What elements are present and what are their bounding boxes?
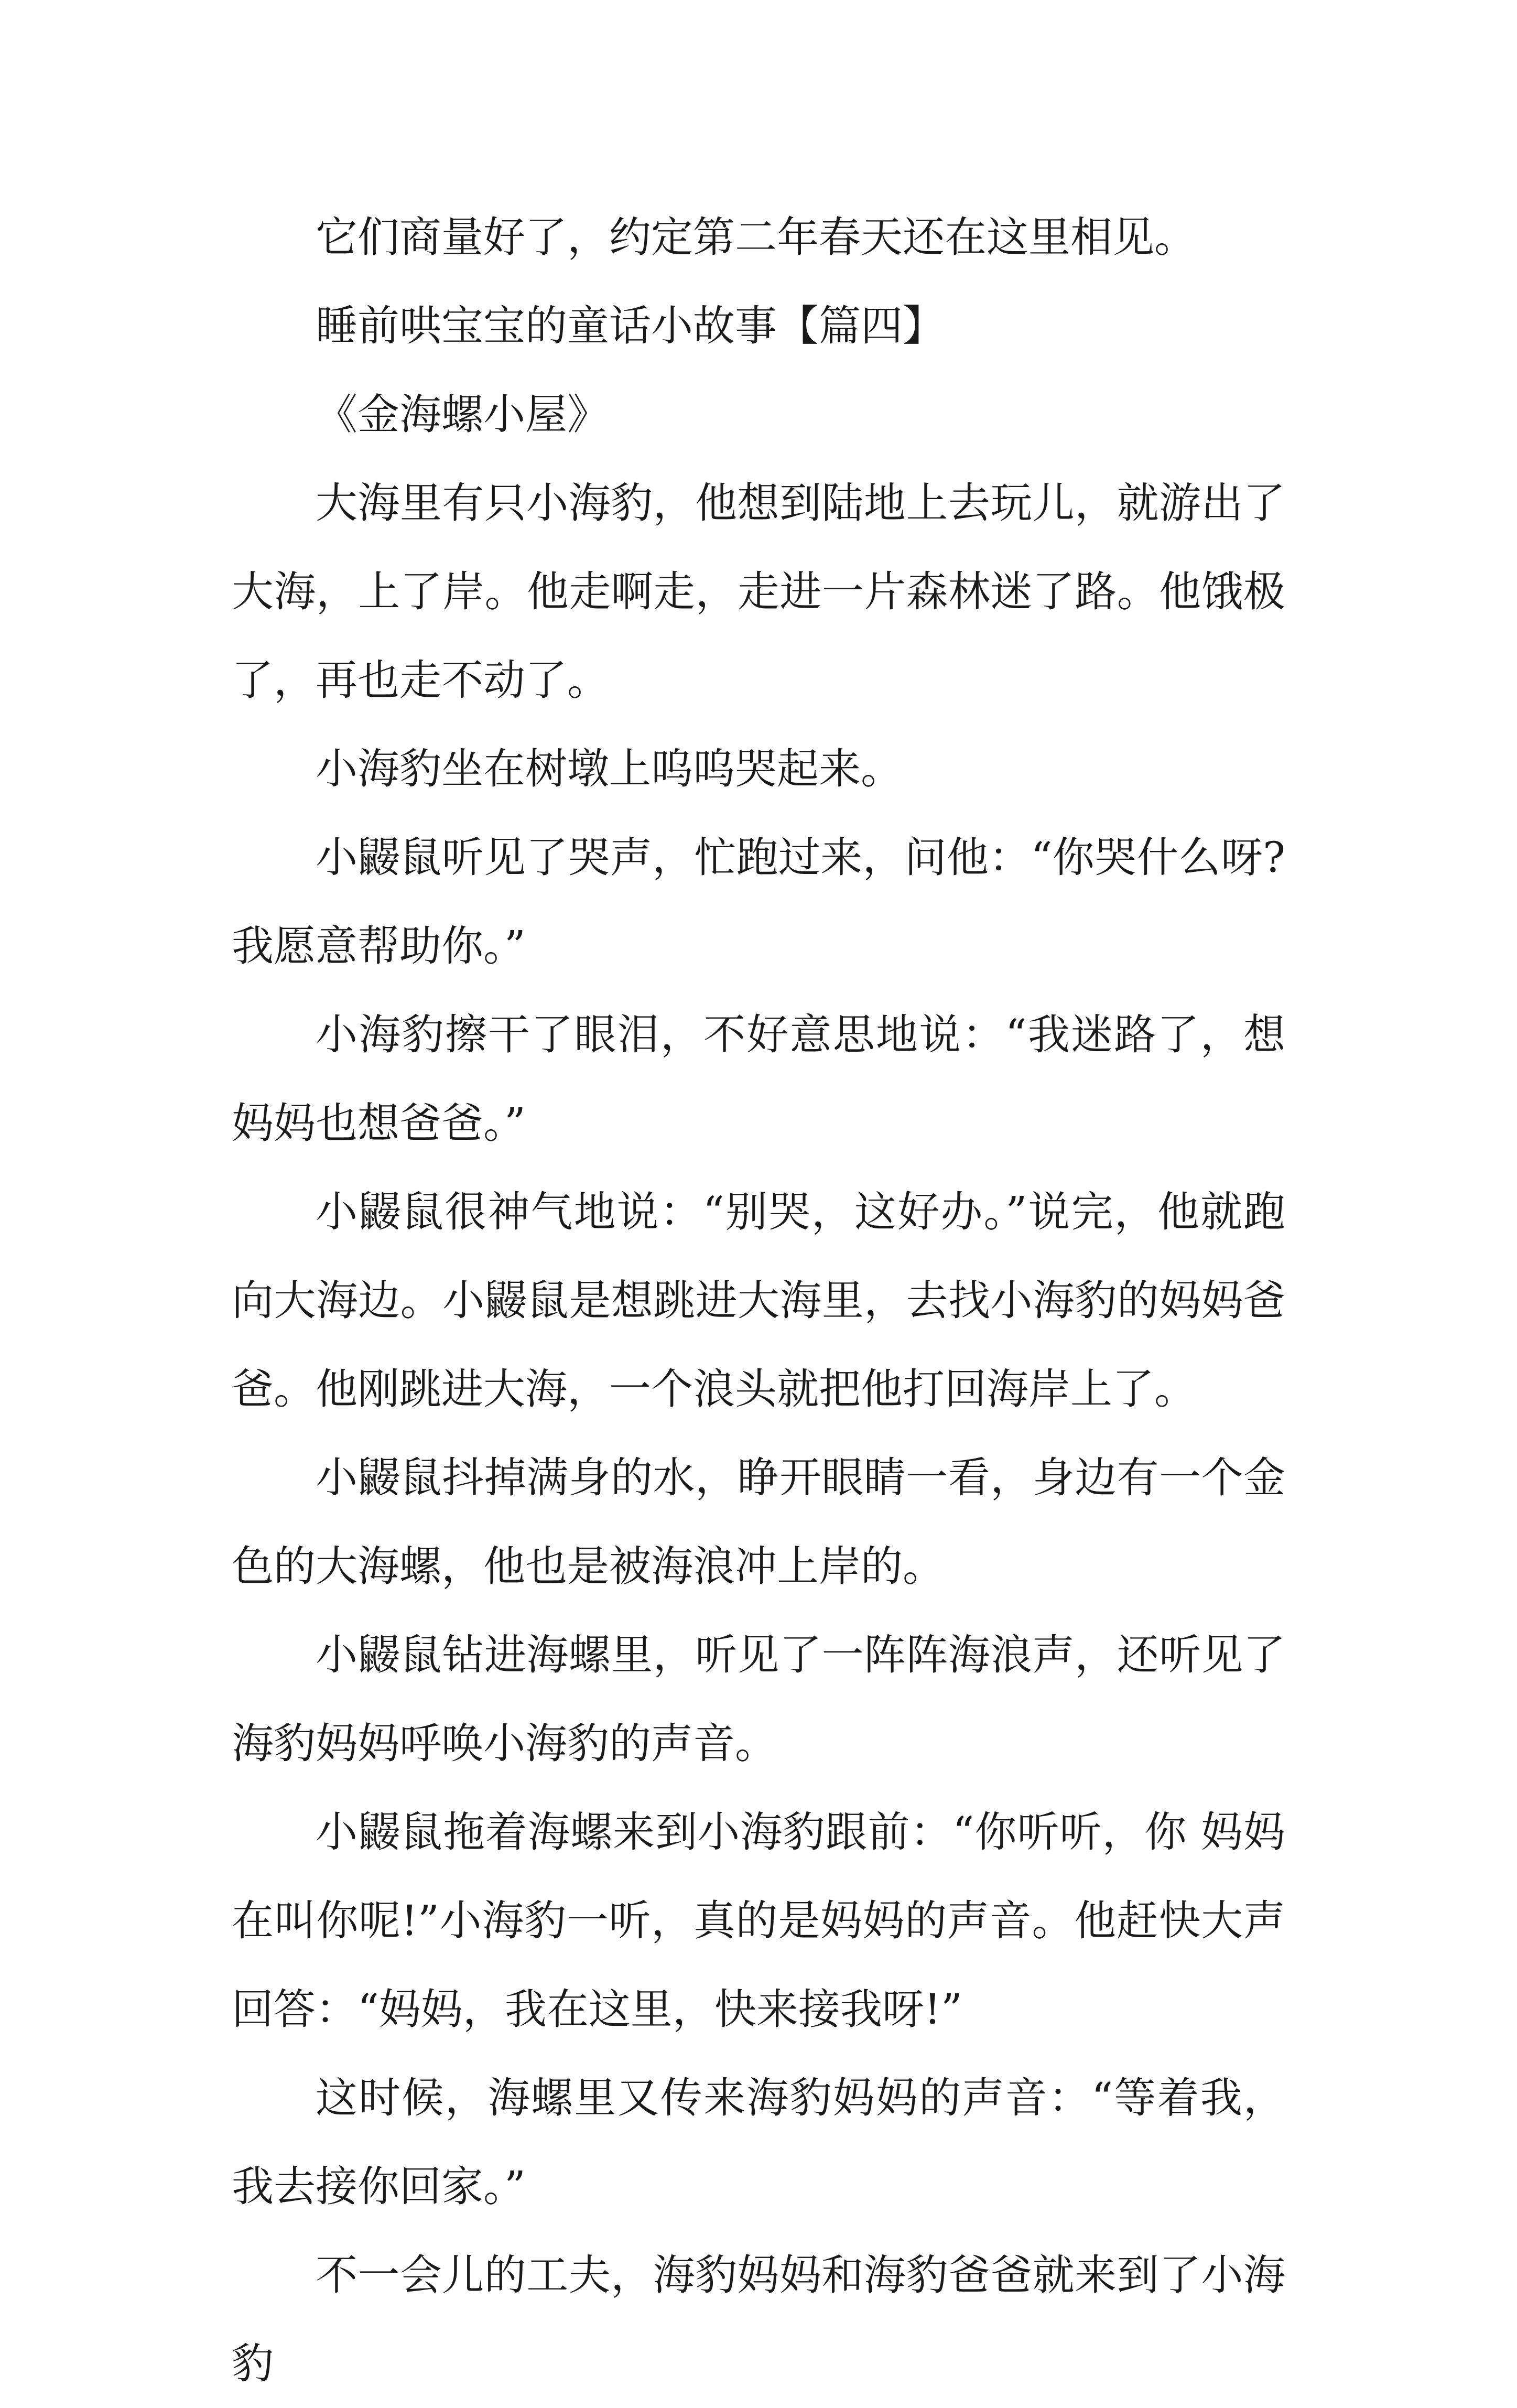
paragraph: 小鼹鼠拖着海螺来到小海豹跟前：“你听听，你 妈妈在叫你呢!”小海豹一听，真的是妈妈的声音。他赶快大声回答：“妈妈，我在这里，快来接我呀!” bbox=[232, 1808, 1285, 2034]
document-body bbox=[232, 193, 1285, 2408]
paragraph: 小鼹鼠钻进海螺里，听见了一阵阵海浪声，还听见了海豹妈妈呼唤小海豹的声音。 bbox=[232, 1630, 1285, 1768]
paragraph: 小海豹坐在树墩上呜呜哭起来。 bbox=[316, 744, 903, 793]
section-heading: 睡前哄宝宝的童话小故事【篇四】 bbox=[316, 301, 945, 350]
story-title: 《金海螺小屋》 bbox=[316, 390, 609, 439]
paragraph-closing-line: 它们商量好了，约定第二年春天还在这里相见。 bbox=[316, 213, 1196, 262]
paragraph: 小鼹鼠听见了哭声，忙跑过来，问他：“你哭什么呀?我愿意帮助你。” bbox=[232, 833, 1285, 970]
paragraph: 小海豹擦干了眼泪，不好意思地说：“我迷路了，想妈妈也想爸爸。” bbox=[232, 1010, 1285, 1148]
paragraph: 小鼹鼠很神气地说：“别哭，这好办。”说完，他就跑向大海边。小鼹鼠是想跳进大海里，去找小海豹的妈妈爸爸。他刚跳进大海，一个浪头就把他打回海岸上了。 bbox=[232, 1187, 1285, 1413]
paragraph: 这时候，海螺里又传来海豹妈妈的声音：“等着我，我去接你回家。” bbox=[232, 2074, 1285, 2211]
paragraph: 不一会儿的工夫，海豹妈妈和海豹爸爸就来到了小海豹 bbox=[232, 2251, 1285, 2388]
paragraph: 大海里有只小海豹，他想到陆地上去玩儿，就游出了大海，上了岸。他走啊走，走进一片森林迷了路。他饿极了，再也走不动了。 bbox=[232, 479, 1285, 705]
paragraph: 小鼹鼠抖掉满身的水，睁开眼睛一看，身边有一个金色的大海螺，他也是被海浪冲上岸的。 bbox=[232, 1453, 1285, 1591]
